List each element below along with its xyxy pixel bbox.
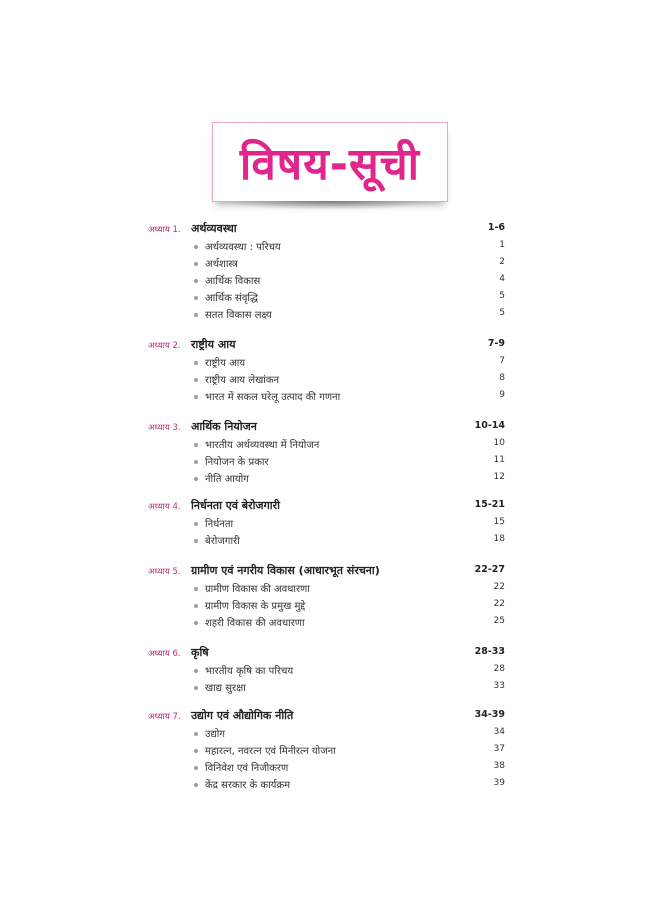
chapter-heading xyxy=(0,563,660,580)
topic-title: आर्थिक संवृद्धि xyxy=(205,293,258,304)
chapter-page-range: 34-39 xyxy=(474,709,505,720)
topic-page: 15 xyxy=(493,517,505,527)
bullet-icon xyxy=(194,749,198,753)
bullet-icon xyxy=(194,296,198,300)
topic-page: 7 xyxy=(499,356,505,366)
topic-title: राष्ट्रीय आय xyxy=(205,358,246,369)
topic-page: 37 xyxy=(493,744,505,754)
topic-page: 11 xyxy=(493,455,505,465)
topic-title: राष्ट्रीय आय लेखांकन xyxy=(205,375,280,386)
chapter-block xyxy=(0,645,660,696)
bullet-icon xyxy=(194,313,198,317)
bullet-icon xyxy=(194,587,198,591)
topic-row xyxy=(0,436,660,453)
topic-page: 12 xyxy=(493,472,505,482)
topic-title: सतत विकास लक्ष्य xyxy=(205,310,272,321)
topic-page: 2 xyxy=(499,257,505,267)
topic-row xyxy=(0,289,660,306)
topic-row xyxy=(0,255,660,272)
chapter-number: अध्याय 5. xyxy=(148,567,181,577)
topic-page: 4 xyxy=(499,274,505,284)
chapter-heading xyxy=(0,708,660,725)
chapter-page-range: 22-27 xyxy=(474,564,505,575)
topic-page: 10 xyxy=(493,438,505,448)
chapter-title: अर्थव्यवस्था xyxy=(191,222,237,235)
topic-title: खाद्य सुरक्षा xyxy=(205,683,246,694)
topic-title: ग्रामीण विकास की अवधारणा xyxy=(205,584,310,595)
topic-row xyxy=(0,597,660,614)
chapter-number: अध्याय 4. xyxy=(148,502,181,512)
topic-title: निर्धनता xyxy=(205,519,234,530)
topic-page: 25 xyxy=(493,616,505,626)
chapter-heading xyxy=(0,337,660,354)
topic-row xyxy=(0,532,660,549)
bullet-icon xyxy=(194,686,198,690)
topic-title: अर्थव्यवस्था : परिचय xyxy=(205,242,281,253)
chapter-title: आर्थिक नियोजन xyxy=(191,420,257,433)
chapter-page-range: 10-14 xyxy=(474,420,505,431)
topic-page: 22 xyxy=(493,599,505,609)
topic-row xyxy=(0,453,660,470)
topic-row xyxy=(0,354,660,371)
chapter-block xyxy=(0,708,660,793)
topic-title: नियोजन के प्रकार xyxy=(205,457,269,468)
topic-title: उद्योग xyxy=(205,729,225,740)
topic-row xyxy=(0,238,660,255)
topic-row xyxy=(0,759,660,776)
bullet-icon xyxy=(194,460,198,464)
topic-row xyxy=(0,272,660,289)
topic-title: भारतीय अर्थव्यवस्था में नियोजन xyxy=(205,440,320,451)
topic-row xyxy=(0,371,660,388)
topic-title: अर्थशास्त्र xyxy=(205,259,238,270)
chapter-title: कृषि xyxy=(191,646,209,659)
chapter-page-range: 1-6 xyxy=(487,222,505,233)
chapter-number: अध्याय 7. xyxy=(148,712,181,722)
topic-row xyxy=(0,388,660,405)
topic-page: 1 xyxy=(499,240,505,250)
chapter-number: अध्याय 1. xyxy=(148,225,181,235)
topic-title: आर्थिक विकास xyxy=(205,276,261,287)
topic-row xyxy=(0,470,660,487)
bullet-icon xyxy=(194,621,198,625)
topic-page: 5 xyxy=(499,308,505,318)
bullet-icon xyxy=(194,477,198,481)
topic-row xyxy=(0,614,660,631)
bullet-icon xyxy=(194,262,198,266)
topic-page: 22 xyxy=(493,582,505,592)
topic-page: 5 xyxy=(499,291,505,301)
topic-title: भारतीय कृषि का परिचय xyxy=(205,666,294,677)
chapter-heading xyxy=(0,221,660,238)
topic-page: 28 xyxy=(493,664,505,674)
topic-row xyxy=(0,306,660,323)
topic-title: बेरोजगारी xyxy=(205,536,240,547)
chapter-block xyxy=(0,337,660,405)
chapter-heading xyxy=(0,498,660,515)
topic-page: 18 xyxy=(493,534,505,544)
topic-page: 39 xyxy=(493,778,505,788)
bullet-icon xyxy=(194,604,198,608)
bullet-icon xyxy=(194,443,198,447)
topic-row xyxy=(0,515,660,532)
bullet-icon xyxy=(194,361,198,365)
chapter-page-range: 28-33 xyxy=(474,646,505,657)
topic-title: महारत्न, नवरत्न एवं मिनीरत्न योजना xyxy=(205,746,336,757)
chapter-block xyxy=(0,498,660,549)
bullet-icon xyxy=(194,669,198,673)
topic-title: ग्रामीण विकास के प्रमुख मुद्दे xyxy=(205,601,306,612)
topic-page: 8 xyxy=(499,373,505,383)
chapter-title: निर्धनता एवं बेरोजगारी xyxy=(191,499,280,512)
page-title: विषय-सूची xyxy=(239,139,421,190)
topic-page: 38 xyxy=(493,761,505,771)
topic-page: 34 xyxy=(493,727,505,737)
topic-title: केंद्र सरकार के कार्यक्रम xyxy=(205,780,291,791)
topic-page: 33 xyxy=(493,681,505,691)
topic-row xyxy=(0,662,660,679)
chapter-page-range: 7-9 xyxy=(487,338,505,349)
chapter-block xyxy=(0,221,660,323)
bullet-icon xyxy=(194,522,198,526)
bullet-icon xyxy=(194,539,198,543)
title-banner xyxy=(212,122,448,202)
topic-page: 9 xyxy=(499,390,505,400)
chapter-number: अध्याय 2. xyxy=(148,341,181,351)
bullet-icon xyxy=(194,783,198,787)
bullet-icon xyxy=(194,378,198,382)
topic-title: शहरी विकास की अवधारणा xyxy=(205,618,305,629)
bullet-icon xyxy=(194,395,198,399)
topic-title: नीति आयोग xyxy=(205,474,249,485)
chapter-title: ग्रामीण एवं नगरीय विकास (आधारभूत संरचना) xyxy=(191,564,380,577)
chapter-title: राष्ट्रीय आय xyxy=(191,338,236,351)
bullet-icon xyxy=(194,766,198,770)
chapter-page-range: 15-21 xyxy=(474,499,505,510)
chapter-heading xyxy=(0,419,660,436)
chapter-title: उद्योग एवं औद्योगिक नीति xyxy=(191,709,294,722)
bullet-icon xyxy=(194,245,198,249)
topic-title: भारत में सकल घरेलू उत्पाद की गणना xyxy=(205,392,341,403)
topic-row xyxy=(0,742,660,759)
topic-row xyxy=(0,679,660,696)
chapter-number: अध्याय 6. xyxy=(148,649,181,659)
bullet-icon xyxy=(194,732,198,736)
topic-title: विनिवेश एवं निजीकरण xyxy=(205,763,289,774)
topic-row xyxy=(0,725,660,742)
topic-row xyxy=(0,776,660,793)
chapter-block xyxy=(0,563,660,631)
topic-row xyxy=(0,580,660,597)
chapter-number: अध्याय 3. xyxy=(148,423,181,433)
chapter-heading xyxy=(0,645,660,662)
chapter-block xyxy=(0,419,660,487)
bullet-icon xyxy=(194,279,198,283)
